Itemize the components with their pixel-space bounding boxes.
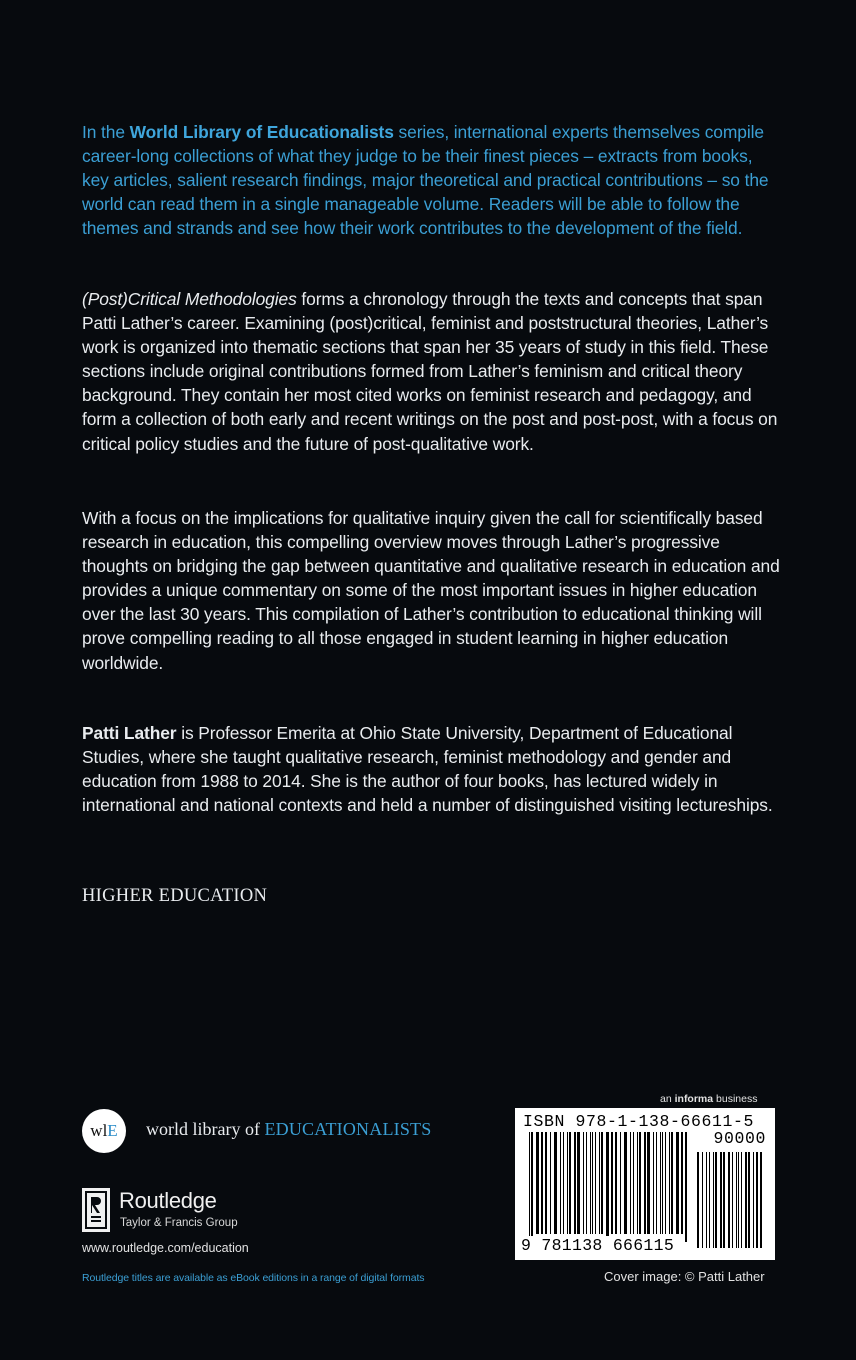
series-name: World Library of Educationalists — [129, 122, 394, 142]
author-bio-paragraph — [82, 721, 782, 817]
author-bio-text: is Professor Emerita at Ohio State University, Department of Educational Studies, where she taught qualitative research, feminist methodology and gender and education from 1988 to 2014. She is the author of four books, has lectured widely in international and national contexts and held a number of distinguished visiting lectureships. — [82, 723, 773, 816]
publisher-url[interactable]: www.routledge.com/education — [82, 1241, 249, 1255]
informa-suffix: business — [713, 1093, 758, 1105]
wle-name-lower: world library of — [146, 1119, 265, 1139]
subject-category: HIGHER EDUCATION — [82, 886, 268, 906]
ean-digits: 9 781138 666115 — [521, 1236, 675, 1255]
series-intro-paragraph — [82, 120, 782, 240]
author-name: Patti Lather — [82, 723, 177, 743]
intro-text-start: In the — [82, 122, 130, 142]
ebook-note: Routledge titles are available as eBook editions in a range of digital formats — [82, 1272, 425, 1284]
wle-name-caps: EDUCATIONALISTS — [264, 1119, 432, 1139]
publisher-name: Routledge — [119, 1188, 217, 1213]
wle-series-name — [146, 1119, 431, 1140]
cover-image-credit: Cover image: © Patti Lather — [604, 1269, 765, 1284]
wle-logo-letter: E — [107, 1121, 118, 1140]
focus-text: With a focus on the implications for qualitative inquiry given the call for scientifically based research in education, this compelling overview moves through Lather’s progressive thoughts on bridging the gap between quantitative and qualitative research in education and provides a unique commentary on some of the most important issues in higher education over the last 30 years. This compilation of Lather’s contribution to educational thinking will prove compelling reading to all those engaged in student learning in higher education worldwide. — [82, 508, 780, 673]
informa-prefix: an — [660, 1093, 675, 1105]
wle-logo — [82, 1109, 126, 1153]
publisher-group: Taylor & Francis Group — [120, 1217, 238, 1229]
barcode-panel — [515, 1108, 775, 1260]
isbn-label: ISBN 978-1-138-66611-5 — [523, 1112, 755, 1131]
wle-logo-prefix: wl — [90, 1121, 108, 1140]
barcode-addon: 90000 — [713, 1129, 766, 1148]
intro-text-rest: series, international experts themselves compile career-long collections of what they judge to be their finest pieces – extracts from books, key articles, salient research findings, major theoretical and practical contributions – so the world can read them in a single manageable volume. Readers will be able to follow the themes and strands and see how their work contributes to the development of the field. — [82, 122, 769, 239]
book-description-paragraph — [82, 287, 782, 456]
focus-paragraph — [82, 506, 782, 675]
routledge-logo-icon — [82, 1188, 110, 1232]
book-title: (Post)Critical Methodologies — [82, 289, 297, 309]
informa-tagline — [660, 1093, 757, 1105]
informa-bold: informa — [674, 1093, 714, 1105]
description-text: forms a chronology through the texts and concepts that span Patti Lather’s career. Examining (post)critical, feminist and poststructural theories, Lather’s work is organized into thematic sections that span her 35 years of study in this field. These sections include original contributions formed from Lather’s feminism and critical theory background. They contain her most cited works on feminist research and pedagogy, and form a collection of both early and recent writings on the post and post-post, with a focus on critical policy studies and the future of post-qualitative work. — [82, 289, 778, 454]
